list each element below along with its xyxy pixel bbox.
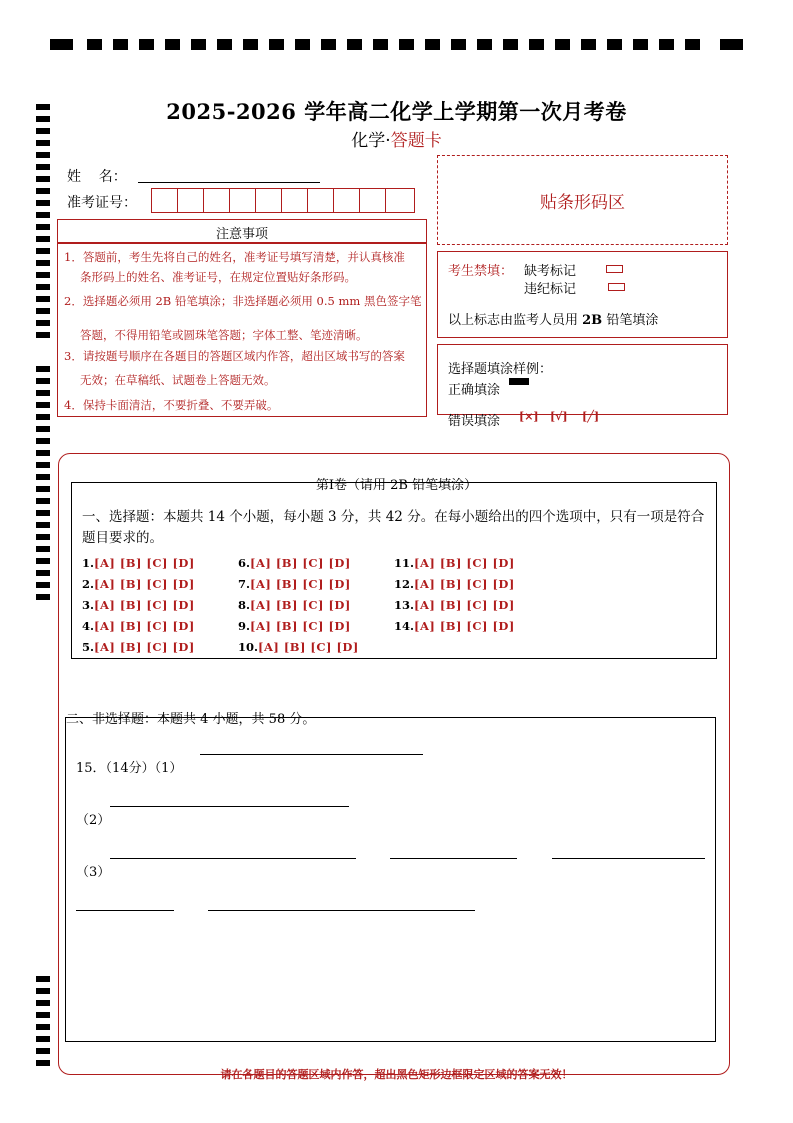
question-row[interactable] (82, 640, 195, 654)
note-pre: 以上标志由监考人员用 (448, 313, 583, 328)
correct-fill-sample (509, 378, 529, 385)
id-box[interactable] (255, 188, 282, 213)
forbidden-note (448, 309, 658, 328)
notice-line: 2．选择题必须用 2B 铅笔填涂；非选择题必须用 0.5 mm 黑色签字笔 (64, 294, 422, 308)
question-num: 7. (238, 577, 251, 591)
question-row[interactable] (394, 619, 515, 633)
question-num: 14. (394, 619, 415, 633)
forbidden-label: 考生禁填： (448, 264, 514, 279)
wrong-mark: [╱] (582, 410, 600, 423)
question-num: 6. (238, 556, 251, 570)
question-num: 10. (238, 640, 259, 654)
notice-line: 答题，不得用铅笔或圆珠笔答题；字体工整、笔迹清晰。 (80, 328, 368, 342)
notice-line: 3．请按题号顺序在各题目的答题区域内作答，超出区域书写的答案 (64, 349, 405, 363)
answer-line[interactable] (390, 858, 517, 859)
question-num: 12. (394, 577, 415, 591)
question-options: [A] [B] [C] [D] (94, 556, 195, 570)
question-options: [A] [B] [C] [D] (250, 619, 351, 633)
page-subtitle (0, 126, 793, 151)
question-options: [A] [B] [C] [D] (414, 598, 515, 612)
part2-label: （2） (76, 813, 111, 828)
wrong-mark: [×] (519, 410, 539, 423)
question-row[interactable] (394, 598, 515, 612)
wrong-mark: [√] (550, 410, 568, 423)
question-row[interactable] (394, 577, 515, 591)
id-label: 准考证号： (67, 195, 137, 211)
id-box[interactable] (281, 188, 308, 213)
violation-mark-box[interactable] (608, 283, 625, 291)
question-options: [A] [B] [C] [D] (250, 556, 351, 570)
question-options: [A] [B] [C] [D] (94, 598, 195, 612)
question-num: 3. (82, 598, 95, 612)
id-box[interactable] (307, 188, 334, 213)
question-options: [A] [B] [C] [D] (414, 577, 515, 591)
wrong-label: 错误填涂 (448, 414, 501, 429)
note-bold: 2B (582, 313, 603, 328)
violation-label: 违纪标记 (524, 282, 577, 297)
question-row[interactable] (238, 640, 359, 654)
question-options: [A] [B] [C] [D] (94, 619, 195, 633)
notice-line: 1．答题前，考生先将自己的姓名，准考证号填写清楚，并认真核准 (64, 250, 405, 264)
question-num: 1. (82, 556, 95, 570)
id-box[interactable] (359, 188, 386, 213)
notice-title: 注意事项 (215, 227, 268, 242)
question-row[interactable] (82, 619, 195, 633)
question-row[interactable] (238, 619, 351, 633)
subtitle-accent: 答题卡 (390, 131, 442, 151)
id-box[interactable] (151, 188, 178, 213)
id-box[interactable] (385, 188, 415, 213)
notice-box (57, 243, 427, 417)
question-row[interactable] (394, 556, 515, 570)
answer-line[interactable] (208, 910, 475, 911)
question-options: [A] [B] [C] [D] (414, 619, 515, 633)
barcode-area (437, 155, 728, 245)
question-row[interactable] (82, 598, 195, 612)
question-num: 8. (238, 598, 251, 612)
q15-label: 15．（14分）（1） (76, 761, 183, 776)
answer-line[interactable] (200, 754, 423, 755)
section2-header: 二、非选择题：本题共 4 小题，共 58 分。 (66, 712, 316, 727)
question-num: 5. (82, 640, 95, 654)
question-num: 13. (394, 598, 415, 612)
question-row[interactable] (82, 556, 195, 570)
note-post: 铅笔填涂 (602, 313, 659, 328)
name-field[interactable] (138, 182, 320, 183)
question-options: [A] [B] [C] [D] (94, 577, 195, 591)
answer-line[interactable] (110, 858, 356, 859)
id-box[interactable] (333, 188, 360, 213)
barcode-label: 贴条形码区 (540, 193, 625, 213)
question-options: [A] [B] [C] [D] (250, 577, 351, 591)
notice-line: 条形码上的姓名、准考证号，在规定位置贴好条形码。 (80, 270, 356, 284)
absent-mark-box[interactable] (606, 265, 623, 273)
forbidden-box (437, 251, 728, 338)
question-row[interactable] (238, 598, 351, 612)
answer-line[interactable] (76, 910, 174, 911)
notice-line: 4．保持卡面清洁，不要折叠、不要弄破。 (64, 398, 279, 412)
question-row[interactable] (238, 556, 351, 570)
question-num: 9. (238, 619, 251, 633)
absent-label: 缺考标记 (524, 264, 577, 279)
question-num: 2. (82, 577, 95, 591)
section1-header: 第Ⅰ卷（请用 2B 铅笔填涂） (315, 478, 478, 493)
question-row[interactable] (82, 577, 195, 591)
id-box[interactable] (229, 188, 256, 213)
subtitle-prefix: 化学· (351, 131, 391, 151)
name-label: 姓 名： (67, 169, 127, 185)
question-options: [A] [B] [C] [D] (414, 556, 515, 570)
question-row[interactable] (238, 577, 351, 591)
sample-box (437, 344, 728, 415)
part3-label: （3） (76, 865, 111, 880)
question-options: [A] [B] [C] [D] (258, 640, 359, 654)
id-box[interactable] (203, 188, 230, 213)
question-options: [A] [B] [C] [D] (94, 640, 195, 654)
notice-line: 无效；在草稿纸、试题卷上答题无效。 (80, 373, 276, 387)
answer-line[interactable] (552, 858, 705, 859)
id-box[interactable] (177, 188, 204, 213)
answer-line[interactable] (110, 806, 349, 807)
page-title: 2025-2026 学年高二化学上学期第一次月考卷 (166, 99, 627, 124)
footer-warning: 请在各题目的答题区域内作答，超出黑色矩形边框限定区域的答案无效！ (220, 1068, 573, 1081)
section1-instruction: 一、选择题：本题共 14 个小题，每小题 3 分，共 42 分。在每小题给出的四个选项中，只有一项是符合题目要求的。 (82, 509, 705, 546)
correct-label: 正确填涂 (448, 383, 501, 398)
question-num: 11. (394, 556, 415, 570)
sample-title: 选择题填涂样例： (448, 362, 553, 377)
question-num: 4. (82, 619, 95, 633)
notice-title-box (57, 219, 427, 243)
question-options: [A] [B] [C] [D] (250, 598, 351, 612)
